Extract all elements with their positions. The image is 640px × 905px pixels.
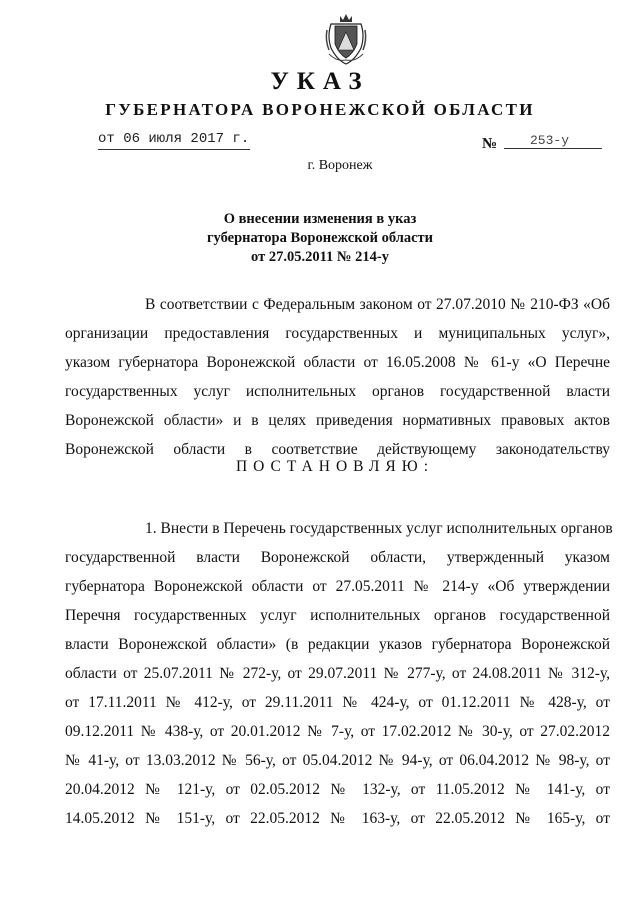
document-date [98,133,250,150]
preamble-line: организации предоставления государственных и муниципальных услуг», [65,325,610,342]
number-label: № [482,136,498,152]
item-line: 14.05.2012 № 151-у, от 22.05.2012 № 163-у, от 22.05.2012 № 165-у, от [65,810,610,827]
decree-word: ПОСТАНОВЛЯЮ: [235,458,435,475]
item-line: власти Воронежской области» (в редакции указов губернатора Воронежской [65,636,610,653]
preamble-line: государственных услуг исполнительных органов государственной власти [65,383,610,400]
document-heading [0,210,640,267]
item-1-paragraph [65,514,613,833]
number-value: 253-у [530,133,570,148]
item-line: 09.12.2011 № 438-у, от 20.01.2012 № 7-у, от 17.02.2012 № 30-у, от 27.02.2012 [65,723,610,740]
item-line: 1. Внести в Перечень государственных услуг исполнительных органов [145,520,613,537]
issuer-title: ГУБЕРНАТОРА ВОРОНЕЖСКОЙ ОБЛАСТИ [105,100,535,119]
city-name: г. Воронеж [307,158,373,173]
item-line: от 17.11.2011 № 412-у, от 29.11.2011 № 424-у, от 01.12.2011 № 428-у, от [65,694,610,711]
preamble-line: В соответствии с Федеральным законом от 27.07.2010 № 210-ФЗ «Об [145,296,610,313]
date-value: от 06 июля 2017 г. [98,131,250,147]
preamble-line: указом губернатора Воронежской области от 16.05.2008 № 61-у «О Перечне [65,354,610,371]
preamble-line: Воронежской области в соответствие действующему законодательству [65,441,610,458]
document-number [504,133,602,149]
heading-line: О внесении изменения в указ [223,211,417,227]
heading-line: губернатора Воронежской области [206,230,434,246]
item-line: Перечня государственных услуг исполнительных органов государственной [65,607,610,624]
item-line: № 41-у, от 13.03.2012 № 56-у, от 05.04.2012 № 94-у, от 06.04.2012 № 98-у, от [65,752,610,769]
item-line: 20.04.2012 № 121-у, от 02.05.2012 № 132-у, от 11.05.2012 № 141-у, от [65,781,610,798]
item-line: области от 25.07.2011 № 272-у, от 29.07.2011 № 277-у, от 24.08.2011 № 312-у, [65,665,610,682]
preamble-paragraph [65,290,610,464]
item-line: губернатора Воронежской области от 27.05.2011 № 214-у «Об утверждении [65,578,610,595]
heading-line: от 27.05.2011 № 214-у [251,249,389,265]
coat-of-arms-emblem [323,10,369,66]
document-type-title: УКАЗ [270,68,370,95]
preamble-line: Воронежской области» и в целях приведения нормативных правовых актов [65,412,610,429]
item-line: государственной власти Воронежской области, утвержденный указом [65,549,610,566]
